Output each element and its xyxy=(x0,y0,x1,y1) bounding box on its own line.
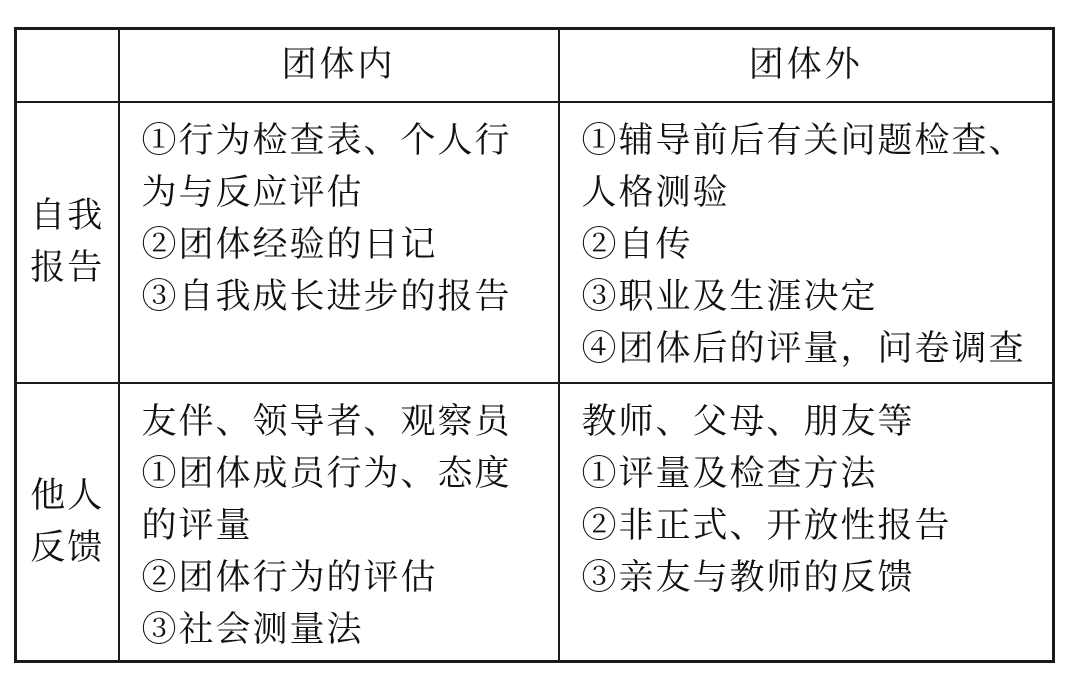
cell-line: ②非正式、开放性报告 xyxy=(581,505,952,546)
row-label-line: 反馈 xyxy=(30,527,105,568)
cell-line: ③亲友与教师的反馈 xyxy=(581,557,915,598)
cell-line: 人格测验 xyxy=(581,172,730,213)
row-label-line: 他人 xyxy=(30,475,105,516)
cell-line: ③社会测量法 xyxy=(141,609,364,650)
evaluation-table xyxy=(14,27,1055,663)
row-label-line: 报告 xyxy=(30,248,105,288)
cell-line: ①辅导前后有关问题检查、 xyxy=(581,120,1026,161)
cell-line: ③职业及生涯决定 xyxy=(581,276,878,317)
header-outside-group: 团体外 xyxy=(559,29,1054,102)
cell-line: ③自我成长进步的报告 xyxy=(141,276,512,317)
corner-cell xyxy=(16,29,119,102)
cell-line: ④团体后的评量，问卷调查 xyxy=(581,328,1026,369)
cell-others-feedback-inside xyxy=(119,383,559,662)
header-row xyxy=(16,29,1054,102)
cell-self-report-outside xyxy=(559,102,1054,383)
cell-line: 的评量 xyxy=(141,505,253,546)
cell-self-report-inside xyxy=(119,102,559,383)
cell-line: 友伴、领导者、观察员 xyxy=(141,401,512,442)
row-label-others-feedback xyxy=(16,383,119,662)
cell-line: ①团体成员行为、态度 xyxy=(141,453,512,494)
header-inside-group: 团体内 xyxy=(119,29,559,102)
cell-line: 教师、父母、朋友等 xyxy=(581,401,915,442)
row-label-self-report xyxy=(16,102,119,383)
cell-line: ②自传 xyxy=(581,224,693,265)
cell-line: 为与反应评估 xyxy=(141,172,364,213)
cell-line: ②团体经验的日记 xyxy=(141,224,438,265)
cell-others-feedback-outside xyxy=(559,383,1054,662)
cell-line: ①行为检查表、个人行 xyxy=(141,120,512,161)
row-label-line: 自我 xyxy=(30,196,105,236)
cell-line: ②团体行为的评估 xyxy=(141,557,438,598)
row-others-feedback xyxy=(16,383,1054,662)
row-self-report xyxy=(16,102,1054,383)
cell-line: ①评量及检查方法 xyxy=(581,453,878,494)
